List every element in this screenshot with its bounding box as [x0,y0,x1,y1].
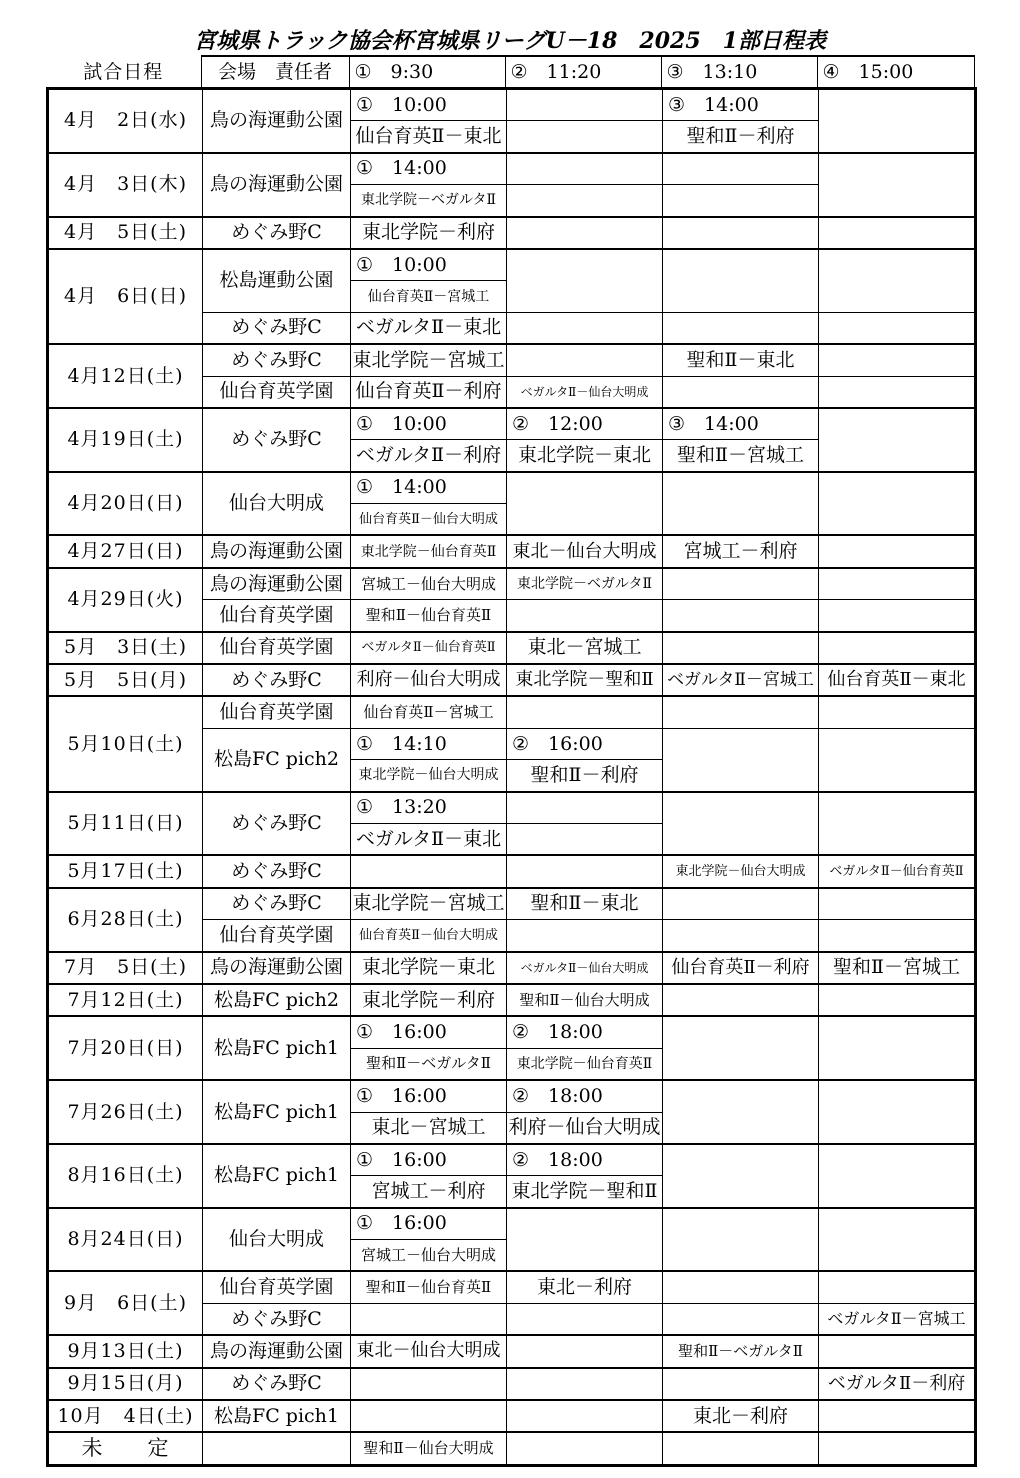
match-cell: ベガルタⅡ－仙台大明成 [507,952,663,984]
match-cell: ベガルタⅡ－利府 [819,1368,976,1400]
venue: 松島FC pich1 [203,1080,351,1144]
match-cell: 聖和Ⅱ－ベガルタⅡ [351,1048,507,1080]
match-cell: ベガルタⅡ－利府 [351,440,507,472]
table-row [48,1368,976,1400]
match-cell: 宮城工－仙台大明成 [351,568,507,600]
empty-cell [507,312,663,344]
match-cell: 聖和Ⅱ－利府 [507,760,663,792]
match-cell: 聖和Ⅱ－ベガルタⅡ [663,1335,819,1367]
match-cell: 東北学院－ベガルタⅡ [351,185,507,217]
empty-cell [819,312,976,344]
empty-cell [819,600,976,632]
empty-cell [819,632,976,664]
empty-cell [507,1303,663,1335]
empty-cell [507,217,663,249]
match-cell: 聖和Ⅱ－利府 [663,121,819,153]
empty-cell [819,1432,976,1465]
venue: 仙台育英学園 [203,376,351,408]
match-cell: 宮城工－利府 [351,1176,507,1208]
match-cell: 東北学院－利府 [351,984,507,1016]
match-cell: 聖和Ⅱ－仙台育英Ⅱ [351,600,507,632]
table-row [48,1400,976,1432]
slot-time: ① 10:00 [351,89,507,121]
match-cell: 聖和Ⅱ－仙台大明成 [351,1432,507,1465]
match-cell: 東北学院－聖和Ⅱ [507,664,663,696]
empty-cell [507,1400,663,1432]
match-cell: 東北学院－仙台大明成 [351,760,507,792]
slot-time: ② 18:00 [507,1144,663,1176]
table-row [48,217,976,249]
match-cell: 仙台育英Ⅱ－宮城工 [351,281,507,312]
empty-cell [819,1271,976,1303]
table-row [48,984,976,1016]
table-row [48,153,976,185]
match-cell: 東北学院－宮城工 [351,344,507,376]
empty-cell [819,920,976,952]
empty-cell [819,1400,976,1432]
match-date: 5月11日(日) [48,792,203,856]
match-cell: 東北－宮城工 [507,632,663,664]
slot-time: ① 16:00 [351,1016,507,1048]
slot-time: ② 12:00 [507,408,663,440]
venue: 仙台育英学園 [203,696,351,728]
table-row [48,568,976,600]
venue: 松島FC pich1 [203,1016,351,1080]
match-date: 7月12日(土) [48,984,203,1016]
slot-time: ① 16:00 [351,1208,507,1240]
empty-cell [819,249,976,312]
match-cell: 東北学院－聖和Ⅱ [507,1176,663,1208]
slot-time: ① 16:00 [351,1144,507,1176]
venue: めぐみ野C [203,664,351,696]
venue: 仙台育英学園 [203,632,351,664]
empty-cell [351,1400,507,1432]
header-slot-4: ④ 15:00 [817,56,974,89]
empty-cell [351,1303,507,1335]
table-row [48,632,976,664]
empty-cell [819,1335,976,1367]
empty-cell [663,792,819,856]
slot-time: ① 14:00 [351,472,507,504]
empty-cell [507,792,663,824]
empty-cell [663,1080,819,1144]
slot-time: ② 18:00 [507,1080,663,1112]
match-cell: 聖和Ⅱ－東北 [507,888,663,920]
match-date: 6月28日(土) [48,888,203,952]
match-cell: 利府－仙台大明成 [351,664,507,696]
empty-cell [507,1208,663,1272]
empty-cell [507,121,663,153]
empty-cell [663,1271,819,1303]
slot-time: ① 16:00 [351,1080,507,1112]
empty-cell [663,376,819,408]
match-cell: ベガルタⅡ－仙台大明成 [507,376,663,408]
empty-cell [351,855,507,887]
venue: 鳥の海運動公園 [203,89,351,153]
empty-cell [663,728,819,791]
venue: めぐみ野C [203,408,351,472]
venue: めぐみ野C [203,888,351,920]
empty-cell [663,920,819,952]
empty-cell [819,888,976,920]
empty-cell [819,1208,976,1272]
empty-cell [507,696,663,728]
table-row [48,472,976,504]
match-date: 4月29日(火) [48,568,203,632]
match-date: 5月17日(土) [48,855,203,887]
match-cell: 東北－利府 [507,1271,663,1303]
empty-cell [663,1303,819,1335]
empty-cell [507,1432,663,1465]
match-date: 8月16日(土) [48,1144,203,1208]
match-cell: 聖和Ⅱ－宮城工 [663,440,819,472]
match-cell: 聖和Ⅱ－仙台大明成 [507,984,663,1016]
empty-cell [819,568,976,600]
match-cell: 東北－宮城工 [351,1112,507,1144]
match-cell: 利府－仙台大明成 [507,1112,663,1144]
empty-cell [203,1432,351,1465]
match-date: 4月 6日(日) [48,249,203,344]
match-cell: 東北学院－ベガルタⅡ [507,568,663,600]
table-row [48,535,976,567]
venue: めぐみ野C [203,855,351,887]
empty-cell [819,984,976,1016]
empty-cell [507,600,663,632]
empty-cell [507,472,663,536]
empty-cell [507,249,663,312]
match-date: 4月12日(土) [48,344,203,408]
empty-cell [819,153,976,217]
table-row [48,344,976,376]
match-cell: 東北学院－利府 [351,217,507,249]
empty-cell [663,153,819,185]
venue: 仙台育英学園 [203,1271,351,1303]
venue: 仙台大明成 [203,1208,351,1272]
venue: めぐみ野C [203,217,351,249]
venue: めぐみ野C [203,344,351,376]
empty-cell [663,1208,819,1272]
empty-cell [663,1432,819,1465]
empty-cell [663,984,819,1016]
empty-cell [507,185,663,217]
schedule-table [46,87,977,1467]
table-row [48,792,976,824]
match-date: 7月26日(土) [48,1080,203,1144]
match-cell: 東北学院－仙台育英Ⅱ [351,535,507,567]
header-venue-label: 会場 責任者 [201,56,349,89]
empty-cell [507,855,663,887]
empty-cell [819,728,976,791]
table-row [48,1335,976,1367]
empty-cell [819,696,976,728]
match-cell: 宮城工－利府 [663,535,819,567]
table-row [48,1080,976,1112]
empty-cell [819,1080,976,1144]
table-row [48,408,976,440]
match-date: 5月10日(土) [48,696,203,791]
venue: めぐみ野C [203,312,351,344]
table-row [48,855,976,887]
table-row [48,1432,976,1465]
match-cell: 仙台育英Ⅱ－東北 [351,121,507,153]
venue: 松島FC pich2 [203,984,351,1016]
empty-cell [819,344,976,376]
table-row [48,952,976,984]
empty-cell [507,920,663,952]
header-date-label: 試合日程 [46,56,201,89]
venue: めぐみ野C [203,1303,351,1335]
empty-cell [507,1368,663,1400]
match-date: 9月13日(土) [48,1335,203,1367]
match-date: 8月24日(日) [48,1208,203,1272]
match-date: 4月19日(土) [48,408,203,472]
match-date: 4月 5日(土) [48,217,203,249]
empty-cell [663,1368,819,1400]
slot-time: ③ 14:00 [663,89,819,121]
header-slot-2: ② 11:20 [505,56,661,89]
empty-cell [819,89,976,153]
empty-cell [507,89,663,121]
empty-cell [507,153,663,185]
match-cell: 聖和Ⅱ－宮城工 [819,952,976,984]
match-date: 5月 3日(土) [48,632,203,664]
venue: 鳥の海運動公園 [203,1335,351,1367]
venue: 松島FC pich2 [203,728,351,791]
table-row [48,1016,976,1048]
empty-cell [663,217,819,249]
match-cell: 聖和Ⅱ－仙台育英Ⅱ [351,1271,507,1303]
empty-cell [663,1016,819,1080]
match-date: 4月20日(日) [48,472,203,536]
venue: 仙台育英学園 [203,920,351,952]
empty-cell [819,1016,976,1080]
page-title: 宮城県トラック協会杯宮城県リーグU－18 2025 1部日程表 [194,28,826,54]
empty-cell [663,568,819,600]
match-cell: 東北学院－東北 [507,440,663,472]
match-cell: 東北学院－仙台大明成 [663,855,819,887]
slot-time: ① 10:00 [351,249,507,281]
empty-cell [663,249,819,312]
match-cell: 東北学院－宮城工 [351,888,507,920]
empty-cell [507,1335,663,1367]
match-cell: 東北－仙台大明成 [507,535,663,567]
empty-cell [819,376,976,408]
match-cell: ベガルタⅡ－仙台育英Ⅱ [819,855,976,887]
empty-cell [819,217,976,249]
empty-cell [663,1144,819,1208]
empty-cell [663,600,819,632]
empty-cell [663,185,819,217]
match-date: 10月 4日(土) [48,1400,203,1432]
empty-cell [507,823,663,855]
match-date: 9月 6日(土) [48,1271,203,1335]
header-slot-1: ① 9:30 [349,56,505,89]
table-row [48,1271,976,1303]
slot-time: ② 18:00 [507,1016,663,1048]
match-date: 5月 5日(月) [48,664,203,696]
match-cell: 仙台育英Ⅱ－東北 [819,664,976,696]
match-date: 7月 5日(土) [48,952,203,984]
table-row [48,89,976,121]
slot-time: ③ 14:00 [663,408,819,440]
venue: めぐみ野C [203,1368,351,1400]
table-row [48,249,976,281]
empty-cell [351,1368,507,1400]
match-cell: ベガルタⅡ－仙台育英Ⅱ [351,632,507,664]
empty-cell [663,312,819,344]
empty-cell [663,696,819,728]
slot-time: ① 14:10 [351,728,507,759]
match-cell: 東北学院－仙台育英Ⅱ [507,1048,663,1080]
slot-time: ① 14:00 [351,153,507,185]
match-date: 4月27日(日) [48,535,203,567]
header-slot-3: ③ 13:10 [661,56,817,89]
match-cell: 仙台育英Ⅱ－宮城工 [351,696,507,728]
venue: 仙台大明成 [203,472,351,536]
match-cell: 東北学院－東北 [351,952,507,984]
empty-cell [819,408,976,472]
empty-cell [663,888,819,920]
slot-time: ② 16:00 [507,728,663,759]
empty-cell [819,1144,976,1208]
match-cell: ベガルタⅡ－東北 [351,312,507,344]
match-cell: ベガルタⅡ－東北 [351,823,507,855]
empty-cell [663,472,819,536]
venue: 鳥の海運動公園 [203,952,351,984]
venue: 鳥の海運動公園 [203,535,351,567]
venue: 松島運動公園 [203,249,351,312]
slot-time: ① 10:00 [351,408,507,440]
empty-cell [507,344,663,376]
match-cell: 聖和Ⅱ－東北 [663,344,819,376]
match-date: 9月15日(月) [48,1368,203,1400]
match-cell: 仙台育英Ⅱ－仙台大明成 [351,504,507,536]
slot-time: ① 13:20 [351,792,507,824]
empty-cell [819,792,976,856]
empty-cell [819,535,976,567]
match-date: 4月 3日(木) [48,153,203,217]
header-table [46,55,975,89]
table-row [48,1208,976,1240]
match-date: 7月20日(日) [48,1016,203,1080]
match-cell: ベガルタⅡ－宮城工 [663,664,819,696]
venue: 鳥の海運動公園 [203,153,351,217]
match-cell: 東北－利府 [663,1400,819,1432]
empty-cell [819,472,976,536]
table-row [48,696,976,728]
venue: 鳥の海運動公園 [203,568,351,600]
venue: 松島FC pich1 [203,1144,351,1208]
table-row [48,664,976,696]
match-date: 4月 2日(水) [48,89,203,153]
match-cell: ベガルタⅡ－宮城工 [819,1303,976,1335]
match-cell: 仙台育英Ⅱ－利府 [663,952,819,984]
match-cell: 仙台育英Ⅱ－利府 [351,376,507,408]
table-row [48,888,976,920]
table-row [48,1144,976,1176]
empty-cell [663,632,819,664]
match-cell: 宮城工－仙台大明成 [351,1240,507,1272]
venue: 松島FC pich1 [203,1400,351,1432]
venue: 仙台育英学園 [203,600,351,632]
match-date: 未 定 [48,1432,203,1465]
match-cell: 東北－仙台大明成 [351,1335,507,1367]
venue: めぐみ野C [203,792,351,856]
match-cell: 仙台育英Ⅱ－仙台大明成 [351,920,507,952]
